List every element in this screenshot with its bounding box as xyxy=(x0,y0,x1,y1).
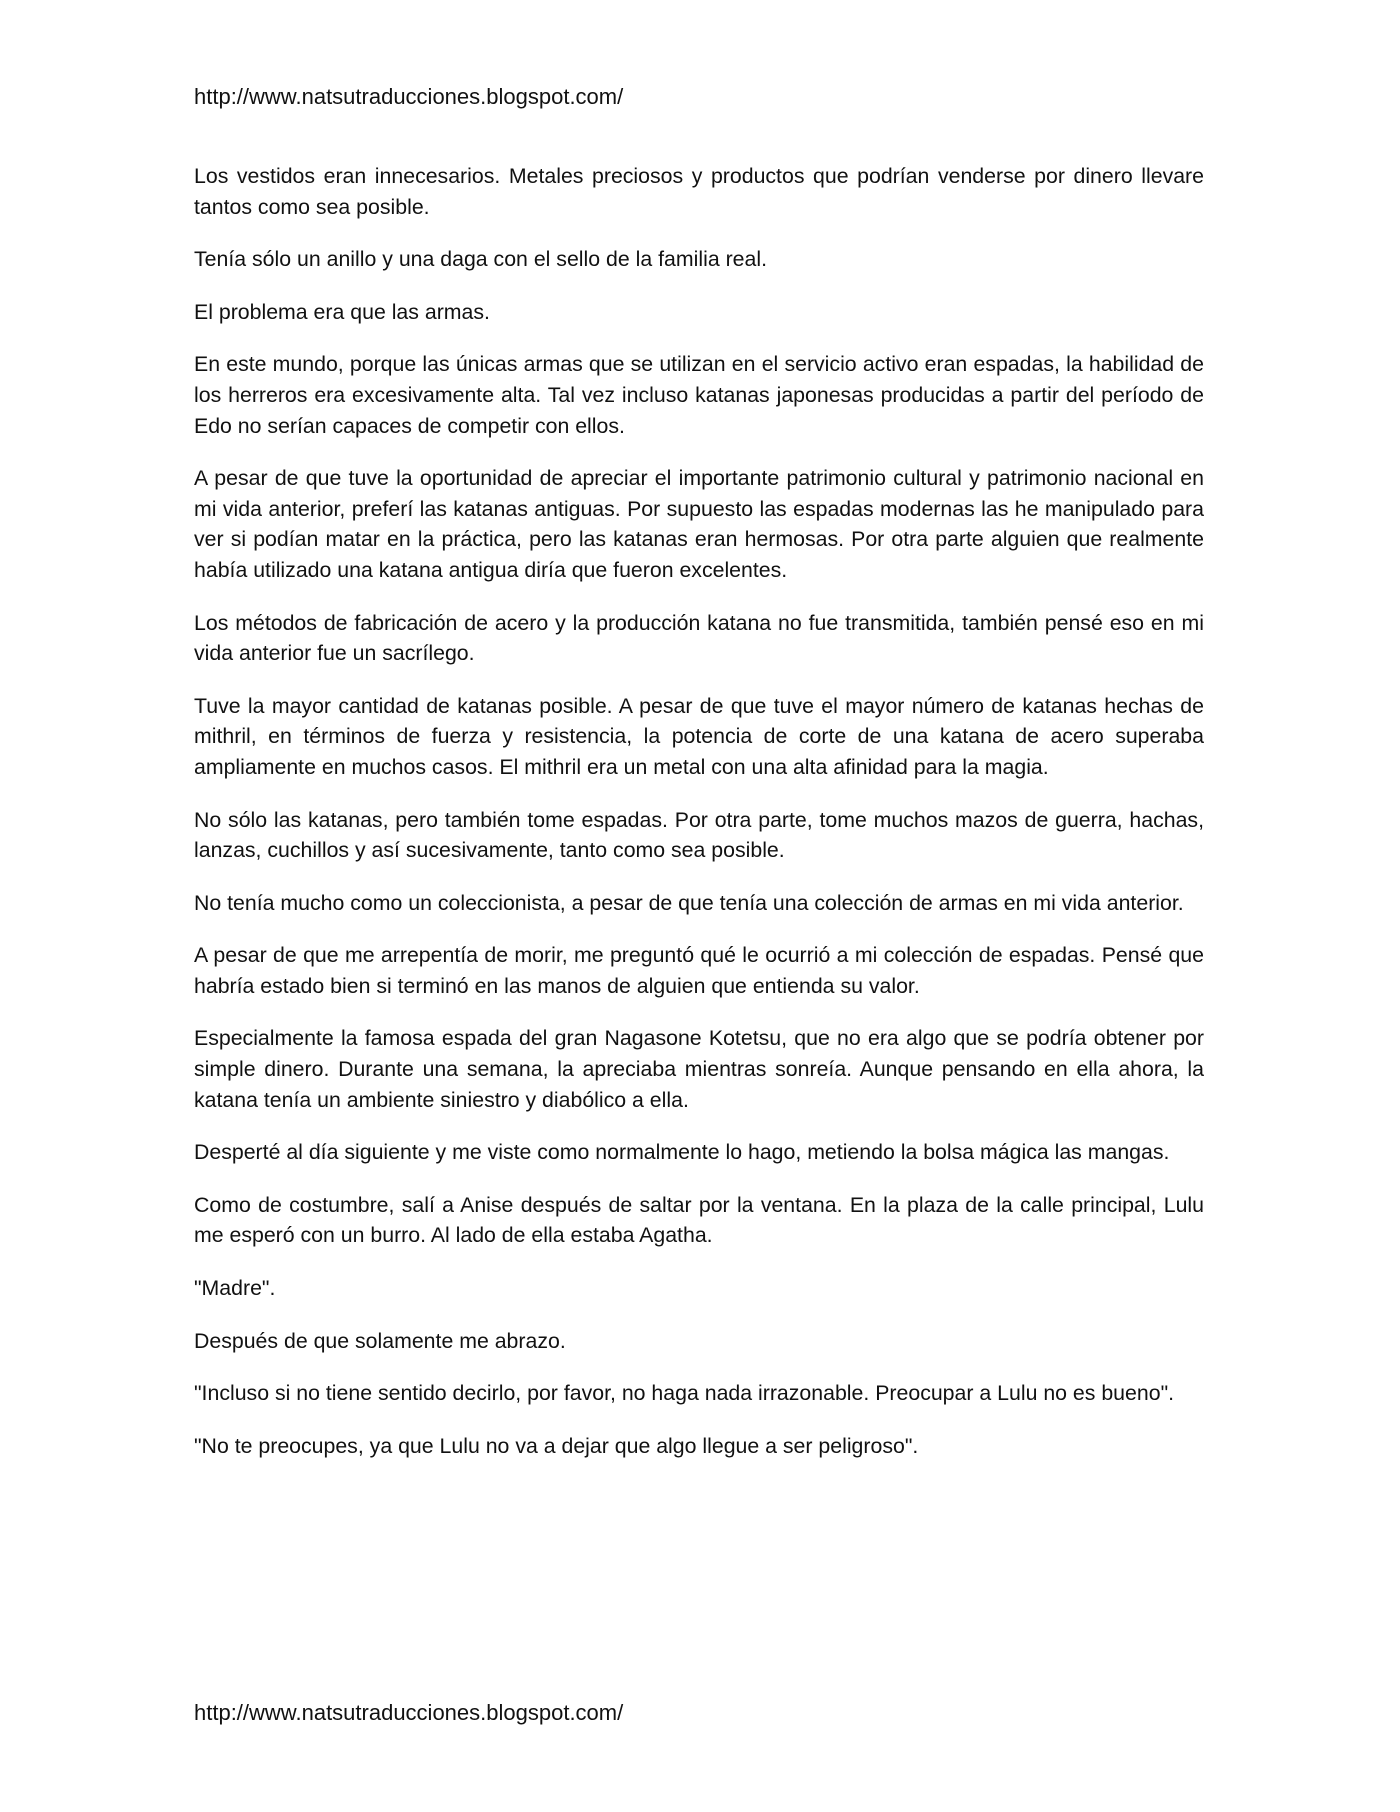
paragraph: El problema era que las armas. xyxy=(194,299,490,324)
paragraph: A pesar de que me arrepentía de morir, me preguntó qué le ocurrió a mi colección de espadas. Pensé que habría estado bien si terminó en las manos de alguien que entienda su valor. xyxy=(194,943,1204,998)
paragraph: Especialmente la famosa espada del gran Nagasone Kotetsu, que no era algo que se podría obtener por simple dinero. Durante una semana, la apreciaba mientras sonreía. Aunque pensando en ella ahora, la katana tenía un ambiente siniestro y diabólico a ella. xyxy=(194,1026,1204,1112)
header-url: http://www.natsutraducciones.blogspot.com/ xyxy=(194,84,624,109)
paragraph: A pesar de que tuve la oportunidad de apreciar el importante patrimonio cultural y patrimonio nacional en mi vida anterior, preferí las katanas antiguas. Por supuesto las espadas modernas las he manipulado para ver si podían matar en la práctica, pero las katanas eran hermosas. Por otra parte alguien que realmente había utilizado una katana antigua diría que fueron excelentes. xyxy=(194,466,1204,582)
footer-url: http://www.natsutraducciones.blogspot.com/ xyxy=(194,1700,624,1725)
paragraph: No sólo las katanas, pero también tome espadas. Por otra parte, tome muchos mazos de guerra, hachas, lanzas, cuchillos y así sucesivamente, tanto como sea posible. xyxy=(194,807,1204,863)
paragraph: Los métodos de fabricación de acero y la producción katana no fue transmitida, también pensé eso en mi vida anterior fue un sacrílego. xyxy=(194,610,1204,666)
paragraph: No tenía mucho como un coleccionista, a pesar de que tenía una colección de armas en mi vida anterior. xyxy=(194,890,1184,915)
paragraph: Como de costumbre, salí a Anise después de saltar por la ventana. En la plaza de la calle principal, Lulu me esperó con un burro. Al lado de ella estaba Agatha. xyxy=(194,1192,1204,1248)
paragraph: "Incluso si no tiene sentido decirlo, por favor, no haga nada irrazonable. Preocupar a Lulu no es bueno". xyxy=(194,1381,1175,1406)
paragraph: "Madre". xyxy=(194,1276,276,1301)
paragraph: Tuve la mayor cantidad de katanas posible. A pesar de que tuve el mayor número de katanas hechas de mithril, en términos de fuerza y resistencia, la potencia de corte de una katana de acero superaba ampliamente en muchos casos. El mithril era un metal con una alta afinidad para la magia. xyxy=(194,693,1204,779)
paragraph: Los vestidos eran innecesarios. Metales preciosos y productos que podrían venderse por dinero llevare tantos como sea posible. xyxy=(194,164,1204,219)
paragraph: Tenía sólo un anillo y una daga con el sello de la familia real. xyxy=(194,247,768,272)
document-body xyxy=(194,161,1204,1483)
paragraph: "No te preocupes, ya que Lulu no va a dejar que algo llegue a ser peligroso". xyxy=(194,1433,919,1458)
paragraph: Desperté al día siguiente y me viste como normalmente lo hago, metiendo la bolsa mágica las mangas. xyxy=(194,1140,1170,1165)
paragraph: En este mundo, porque las únicas armas que se utilizan en el servicio activo eran espadas, la habilidad de los herreros era excesivamente alta. Tal vez incluso katanas japonesas producidas a partir del período de Edo no serían capaces de competir con ellos. xyxy=(194,352,1204,438)
paragraph: Después de que solamente me abrazo. xyxy=(194,1328,566,1353)
